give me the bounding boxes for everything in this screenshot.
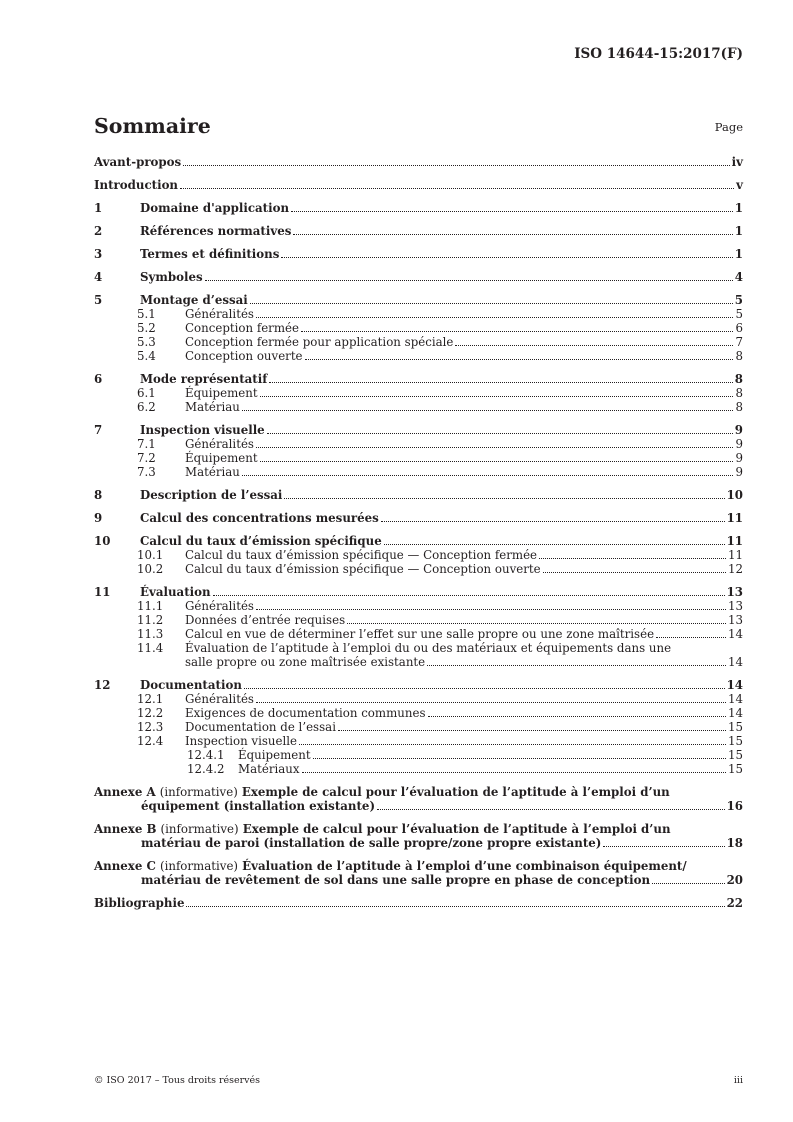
toc-entry-continuation[interactable] (94, 655, 743, 669)
toc-entry-number: 5.2 (137, 321, 156, 335)
toc-entry-label: Avant-propos (94, 155, 182, 169)
toc-entry-label: Inspection visuelle (140, 423, 265, 437)
toc-entry[interactable] (94, 335, 743, 349)
toc-entry-label: Évaluation de l’aptitude à l’emploi du ou des matériaux et équipements dans une (185, 641, 672, 655)
toc-entry-number: 10.2 (137, 562, 164, 576)
toc-entry-label: Équipement (185, 386, 258, 400)
toc-entry-label: Références normatives (140, 224, 292, 238)
dot-leader (260, 387, 734, 397)
toc-entry-page: 9 (735, 451, 743, 465)
toc-entry-label: Conception ouverte (185, 349, 303, 363)
toc-entry-page: 1 (734, 224, 743, 238)
dot-leader (338, 721, 726, 731)
toc-entry-page: 12 (727, 562, 743, 576)
standard-reference: ISO 14644-15:2017(F) (574, 46, 743, 62)
toc-entry-number: 6.1 (137, 386, 156, 400)
toc-entry-label: Documentation (140, 678, 242, 692)
toc-entry-label: Équipement (185, 451, 258, 465)
toc-entry-page: 22 (726, 896, 743, 910)
toc-entry-number: 11.2 (137, 613, 164, 627)
toc-entry-continuation[interactable] (94, 799, 743, 813)
toc-entry[interactable] (94, 247, 743, 261)
toc-entry-label: Généralités (185, 437, 254, 451)
toc-entry-label: Généralités (185, 599, 254, 613)
toc-entry-page: v (736, 178, 743, 192)
toc-entry-page: 16 (726, 799, 743, 813)
toc-entry[interactable] (94, 488, 743, 502)
annex-type: (informative) (159, 859, 239, 873)
dot-leader (347, 614, 726, 624)
dot-leader (256, 600, 726, 610)
toc-entry-label (94, 785, 670, 799)
toc-entry-label: Domaine d'application (140, 201, 290, 215)
dot-leader (256, 693, 726, 703)
toc-entry-number: 12.4.1 (187, 748, 225, 762)
toc-entry-label: Matériau (185, 400, 240, 414)
toc-entry[interactable] (94, 534, 743, 548)
toc-entry[interactable] (94, 400, 743, 414)
dot-leader (543, 563, 726, 573)
toc-entry-page: 15 (727, 720, 743, 734)
toc-entry-page: 6 (735, 321, 743, 335)
toc-entry-page: 15 (727, 762, 743, 776)
dot-leader (377, 800, 725, 810)
annex-label: Annexe C (94, 859, 156, 873)
toc-entry-page: 8 (735, 386, 743, 400)
toc-entry[interactable] (94, 613, 743, 627)
toc-entry-number: 8 (94, 488, 103, 502)
annex-label: Annexe B (94, 822, 157, 836)
toc-entry-page: 15 (727, 734, 743, 748)
dot-leader (213, 586, 725, 596)
toc-entry-number: 12 (94, 678, 111, 692)
toc-entry-number: 12.3 (137, 720, 164, 734)
toc-entry[interactable] (94, 178, 743, 192)
toc-entry-label: Données d’entrée requises (185, 613, 346, 627)
toc-entry[interactable] (94, 224, 743, 238)
toc-entry-page: 1 (734, 247, 743, 261)
toc-entry-label: Exigences de documentation communes (185, 706, 426, 720)
toc-entry-page: 9 (735, 465, 743, 479)
toc-entry-number: 10 (94, 534, 111, 548)
dot-leader (293, 225, 732, 235)
toc-entry-continuation[interactable] (94, 836, 743, 850)
toc-entry[interactable] (94, 641, 743, 655)
toc-entry-page: 11 (727, 548, 743, 562)
toc-entry-label: Matériaux (238, 762, 300, 776)
dot-leader (242, 466, 734, 476)
toc-entry-label: Description de l’essai (140, 488, 283, 502)
dot-leader (250, 294, 733, 304)
toc-entry-label: Inspection visuelle (185, 734, 298, 748)
toc-entry-number: 10.1 (137, 548, 164, 562)
toc-entry-number: 12.2 (137, 706, 164, 720)
toc-entry-page: 7 (735, 335, 743, 349)
footer-page-number: iii (733, 1075, 743, 1086)
toc-entry-label: Conception fermée (185, 321, 299, 335)
dot-leader (301, 322, 734, 332)
toc-entry-page: 18 (726, 836, 743, 850)
toc-entry-number: 12.1 (137, 692, 164, 706)
dot-leader (455, 336, 733, 346)
table-of-contents (94, 155, 743, 910)
dot-leader (384, 535, 725, 545)
annex-title: Exemple de calcul pour l’évaluation de l’aptitude à l’emploi d’un (242, 822, 671, 836)
toc-entry-page: 14 (727, 692, 743, 706)
toc-entry-number: 2 (94, 224, 103, 238)
toc-entry-label: Conception fermée pour application spéciale (185, 335, 454, 349)
toc-entry-number: 7.2 (137, 451, 156, 465)
toc-entry-number: 7.1 (137, 437, 156, 451)
toc-entry-number: 4 (94, 270, 103, 284)
toc-entry-number: 5.3 (137, 335, 156, 349)
toc-entry[interactable] (94, 548, 743, 562)
toc-entry-label-continuation: matériau de revêtement de sol dans une salle propre en phase de conception (141, 873, 651, 887)
toc-entry-label: Calcul du taux d’émission spécifique (140, 534, 382, 548)
toc-entry[interactable] (94, 321, 743, 335)
toc-entry-page: 8 (735, 400, 743, 414)
toc-entry[interactable] (94, 511, 743, 525)
toc-entry[interactable] (94, 307, 743, 321)
toc-entry[interactable] (94, 748, 743, 762)
toc-entry[interactable] (94, 423, 743, 437)
toc-entry-page: 9 (734, 423, 743, 437)
toc-entry-page: 5 (734, 293, 743, 307)
toc-entry[interactable] (94, 859, 743, 873)
toc-entry-page: 20 (726, 873, 743, 887)
toc-entry-number: 11 (94, 585, 111, 599)
toc-entry-page: 5 (735, 307, 743, 321)
toc-entry[interactable] (94, 896, 743, 910)
toc-entry-number: 1 (94, 201, 103, 215)
toc-entry-number: 7.3 (137, 465, 156, 479)
dot-leader (242, 401, 734, 411)
toc-entry-page: 8 (734, 372, 743, 386)
dot-leader (652, 874, 725, 884)
toc-entry[interactable] (94, 562, 743, 576)
page-column-label: Page (714, 120, 743, 134)
toc-entry-label: Généralités (185, 692, 254, 706)
toc-entry-page: 13 (726, 585, 743, 599)
toc-entry-label: Évaluation (140, 585, 211, 599)
toc-entry[interactable] (94, 734, 743, 748)
toc-entry-page: 15 (727, 748, 743, 762)
toc-entry[interactable] (94, 692, 743, 706)
page-title: Sommaire (94, 114, 211, 138)
toc-entry-number: 11.1 (137, 599, 164, 613)
dot-leader (656, 628, 726, 638)
toc-entry-page: 1 (734, 201, 743, 215)
annex-title: Évaluation de l’aptitude à l’emploi d’une combinaison équipement/ (242, 859, 687, 873)
toc-entry[interactable] (94, 678, 743, 692)
dot-leader (244, 679, 725, 689)
toc-entry[interactable] (94, 386, 743, 400)
dot-leader (269, 373, 732, 383)
toc-entry-number: 11.4 (137, 641, 164, 655)
toc-entry-number: 6.2 (137, 400, 156, 414)
toc-entry-label: Calcul des concentrations mesurées (140, 511, 379, 525)
toc-entry-label: Symboles (140, 270, 203, 284)
dot-leader (313, 749, 726, 759)
toc-entry-number: 11.3 (137, 627, 164, 641)
dot-leader (284, 489, 724, 499)
toc-entry-page: 4 (734, 270, 743, 284)
dot-leader (603, 837, 724, 847)
toc-entry[interactable] (94, 585, 743, 599)
toc-entry-page: 13 (727, 613, 743, 627)
toc-entry-label: Introduction (94, 178, 179, 192)
toc-entry-number: 5.1 (137, 307, 156, 321)
toc-entry-page: 8 (735, 349, 743, 363)
toc-entry-label: Mode représentatif (140, 372, 268, 386)
toc-entry-label: Matériau (185, 465, 240, 479)
toc-entry-label: Équipement (238, 748, 311, 762)
dot-leader (305, 350, 734, 360)
toc-entry-page: 11 (726, 534, 743, 548)
toc-entry[interactable] (94, 437, 743, 451)
toc-entry-label (94, 859, 687, 873)
toc-entry-page: 10 (726, 488, 743, 502)
dot-leader (205, 271, 733, 281)
toc-entry[interactable] (94, 627, 743, 641)
toc-entry-label: Bibliographie (94, 896, 185, 910)
dot-leader (186, 897, 724, 907)
toc-entry[interactable] (94, 201, 743, 215)
toc-entry-page: 14 (727, 627, 743, 641)
toc-entry-page: 9 (735, 437, 743, 451)
toc-entry-number: 12.4 (137, 734, 164, 748)
toc-entry-page: 13 (727, 599, 743, 613)
toc-entry-continuation[interactable] (94, 873, 743, 887)
toc-entry[interactable] (94, 706, 743, 720)
toc-entry-page: 14 (727, 655, 743, 669)
toc-entry-label: Documentation de l’essai (185, 720, 336, 734)
toc-entry-label-continuation: salle propre ou zone maîtrisée existante (185, 655, 426, 669)
toc-entry-page: iv (731, 155, 743, 169)
toc-entry-number: 12.4.2 (187, 762, 225, 776)
toc-entry[interactable] (94, 785, 743, 799)
dot-leader (256, 438, 734, 448)
dot-leader (428, 707, 726, 717)
dot-leader (539, 549, 726, 559)
footer-copyright: © ISO 2017 – Tous droits réservés (94, 1075, 261, 1086)
annex-title: Exemple de calcul pour l’évaluation de l’aptitude à l’emploi d’un (241, 785, 670, 799)
toc-entry-page: 11 (726, 511, 743, 525)
toc-entry-page: 14 (727, 706, 743, 720)
dot-leader (291, 202, 733, 212)
toc-entry-label: Termes et définitions (140, 247, 280, 261)
annex-label: Annexe A (94, 785, 156, 799)
dot-leader (381, 512, 725, 522)
dot-leader (281, 248, 732, 258)
toc-entry[interactable] (94, 372, 743, 386)
toc-entry[interactable] (94, 822, 743, 836)
dot-leader (260, 452, 734, 462)
dot-leader (302, 763, 726, 773)
toc-entry-number: 3 (94, 247, 103, 261)
dot-leader (427, 656, 726, 666)
toc-entry[interactable] (94, 720, 743, 734)
toc-entry[interactable] (94, 465, 743, 479)
toc-entry[interactable] (94, 451, 743, 465)
toc-entry[interactable] (94, 155, 743, 169)
toc-entry-label: Généralités (185, 307, 254, 321)
toc-entry[interactable] (94, 349, 743, 363)
toc-entry-label: Calcul en vue de déterminer l’effet sur une salle propre ou une zone maîtrisée (185, 627, 655, 641)
toc-entry-number: 9 (94, 511, 103, 525)
toc-entry-number: 5.4 (137, 349, 156, 363)
toc-entry-number: 5 (94, 293, 103, 307)
toc-entry[interactable] (94, 599, 743, 613)
toc-entry[interactable] (94, 293, 743, 307)
toc-entry-number: 7 (94, 423, 103, 437)
dot-leader (183, 156, 729, 166)
dot-leader (256, 308, 734, 318)
toc-entry[interactable] (94, 270, 743, 284)
toc-entry-label-continuation: équipement (installation existante) (141, 799, 376, 813)
toc-entry-label: Calcul du taux d’émission spécifique — Conception ouverte (185, 562, 541, 576)
toc-entry-label-continuation: matériau de paroi (installation de salle propre/zone propre existante) (141, 836, 602, 850)
dot-leader (299, 735, 726, 745)
toc-entry-label: Calcul du taux d’émission spécifique — Conception fermée (185, 548, 538, 562)
dot-leader (267, 424, 733, 434)
dot-leader (180, 179, 734, 189)
toc-entry-label: Montage d’essai (140, 293, 248, 307)
toc-entry-number: 6 (94, 372, 103, 386)
toc-entry-page: 14 (726, 678, 743, 692)
annex-type: (informative) (159, 785, 238, 799)
annex-type: (informative) (160, 822, 239, 836)
toc-entry[interactable] (94, 762, 743, 776)
toc-entry-label (94, 822, 671, 836)
